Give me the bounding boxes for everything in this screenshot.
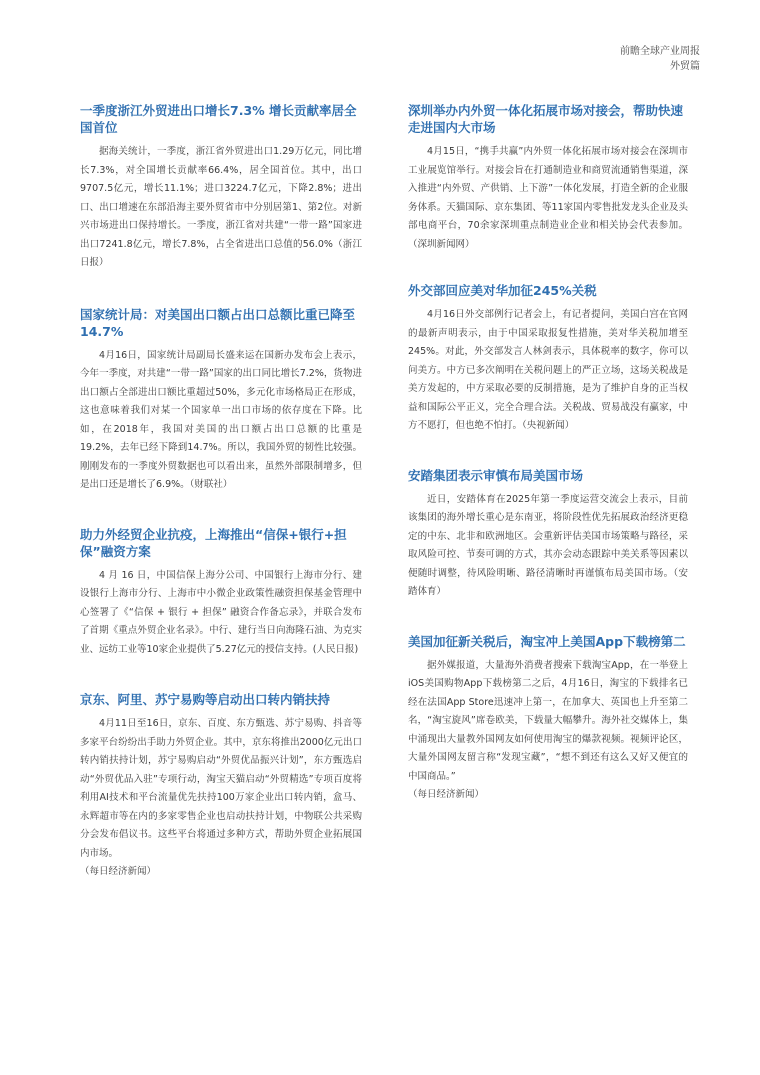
article-text: 据外媒报道，大量海外消费者搜索下载淘宝App，在一举登上iOS美国购物App下载榜第二之后，4月16日，淘宝的下载排名已经在法国App Store迅速冲上第一，在加拿大、英国也上升至第二名，“淘宝旋风”席卷欧美，下载量大幅攀升。海外社交媒体上，集中涌现出大量教外国网友如何使用淘宝的爆款视频。视频评论区，大量外国网友留言称“发现宝藏”，“想不到还有这么又好又便宜的中国商品。” — [408, 659, 688, 782]
article-us-export-share — [80, 306, 362, 495]
article-body — [408, 491, 688, 602]
article-title: 一季度浙江外贸进出口增长7.3% 增长贡献率居全国首位 — [80, 103, 357, 135]
article-body — [80, 715, 362, 882]
article-source: （每日经济新闻） — [408, 789, 485, 800]
article-shanghai-financing — [80, 526, 362, 660]
article-title: 国家统计局：对美国出口额占出口总额比重已降至14.7% — [80, 306, 356, 339]
article-mofa-tariff-response — [408, 282, 688, 436]
article-anta-us-market — [408, 467, 688, 602]
article-zhejiang-trade — [80, 102, 362, 273]
right-column — [408, 102, 688, 805]
article-title: 京东、阿里、苏宁易购等启动出口转内销扶持 — [80, 692, 331, 707]
report-section: 外贸篇 — [670, 61, 700, 72]
article-title: 深圳举办内外贸一体化拓展市场对接会，帮助快速走进国内大市场 — [408, 103, 684, 135]
article-body — [408, 306, 688, 436]
article-title: 助力外经贸企业抗疫，上海推出“信保+银行+担保”融资方案 — [80, 526, 347, 559]
article-taobao-download-rank — [408, 633, 688, 805]
article-body — [408, 143, 688, 254]
article-title: 美国加征新关税后，淘宝冲上美国App下载榜第二 — [408, 633, 686, 649]
article-title: 外交部回应美对华加征245%关税 — [408, 283, 597, 298]
article-source: （每日经济新闻） — [80, 866, 157, 877]
article-text: 4月16日外交部例行记者会上，有记者提问，美国白宫在官网的最新声明表示，由于中国采取报复性措施，美对华关税加增至245%。对此，外交部发言人林剑表示，具体税率的数字，你可以问美方。中方已多次阐明在关税问题上的严正立场，这场关税战是美方发起的，中方采取必要的反制措施，是为了维护自身的正当权益和国际公平正义，完全合理合法。关税战、贸易战没有赢家，中方不愿打，但也绝不怕打。（央视新闻） — [408, 309, 688, 431]
article-body — [408, 657, 688, 805]
article-body — [80, 347, 362, 495]
article-text: 4 月 16 日，中国信保上海分公司、中国银行上海市分行、建设银行上海市分行、上海市中小微企业政策性融资担保基金管理中心签署了《“信保 + 银行 + 担保” 融资合作备忘录》，并联合发布了首期《重点外贸企业名录》。中行、建行当日向海隆石油、为克实业、远纺工业等10家企业提供了5.27亿元的授信支持。(人民日报) — [80, 569, 362, 655]
report-title: 前瞻全球产业周报 — [620, 46, 700, 57]
article-text: 近日，安踏体育在2025年第一季度运营交流会上表示，目前该集团的海外增长重心是东南亚，将阶段性优先拓展政治经济更稳定的中东、北非和欧洲地区。会重新评估美国市场策略与路径，采取风险可控、节奏可调的方式，其亦会动态跟踪中美关系等因素以便随时调整，待风险明晰、路径清晰时再谨慎布局美国市场。（安踏体育） — [408, 493, 688, 597]
article-text: 4月16日，国家统计局副局长盛来运在国新办发布会上表示，今年一季度，对共建“一带一路”国家的出口同比增长7.2%，货物进出口额占全部进出口额比重超过50%，多元化市场格局正在形成，这也意味着我们对某一个国家单一出口市场的依存度在下降。比如，在2018年，我国对美国的出口额占出口总额的比重是19.2%，去年已经下降到14.7%。所以，我国外贸的韧性比较强。刚刚发布的一季度外贸数据也可以看出来，虽然外部限制增多，但是出口还是增长了6.9%。（财联社） — [80, 349, 362, 490]
article-body — [80, 567, 362, 660]
article-platforms-domestic-sales — [80, 691, 362, 882]
article-title: 安踏集团表示审慎布局美国市场 — [408, 467, 584, 483]
article-text: 4月11日至16日，京东、百度、东方甄选、苏宁易购、抖音等多家平台纷纷出手助力外贸企业。其中，京东将推出2000亿元出口转内销扶持计划，苏宁易购启动“外贸优品振兴计划”，东方甄选启动“外贸优品入驻”专项行动，淘宝天猫启动“外贸精选”专项百度将利用AI技术和平台流量优先扶持100万家企业出口转内销，盒马、永辉超市等在内的多家零售企业也启动扶持计划，中物联公共采购分会发布倡议书。这些平台将通过多种方式，帮助外贸企业拓展国内市场。 — [80, 718, 362, 859]
article-text: 4月15日，“携手共赢”内外贸一体化拓展市场对接会在深圳市工业展览馆举行。对接会旨在打通制造业和商贸流通销售渠道，深入推进“内外贸、产供销、上下游”一体化发展，打造全新的企业服务体系。天猫国际、京东集团、等11家国内零售批发龙头企业及头部电商平台，70余家深圳重点制造业企业和相关协会代表参加。（深圳新闻网） — [408, 146, 688, 250]
article-shenzhen-matchmaking — [408, 102, 688, 254]
article-text: 据海关统计，一季度，浙江省外贸进出口1.29万亿元，同比增长7.3%，对全国增长贡献率66.4%，居全国首位。其中，出口9707.5亿元，增长11.1%；进口3224.7亿元，下降2.8%；进出口、出口增速在东部沿海主要外贸省市中分别居第1、第2位。对新兴市场进出口保持增长。一季度，浙江省对共建“一带一路”国家进出口7241.8亿元，增长7.8%，占全省进出口总值的56.0%（浙江日报） — [80, 146, 362, 268]
article-body — [80, 143, 362, 273]
left-column — [80, 102, 362, 882]
page-header — [620, 44, 700, 74]
